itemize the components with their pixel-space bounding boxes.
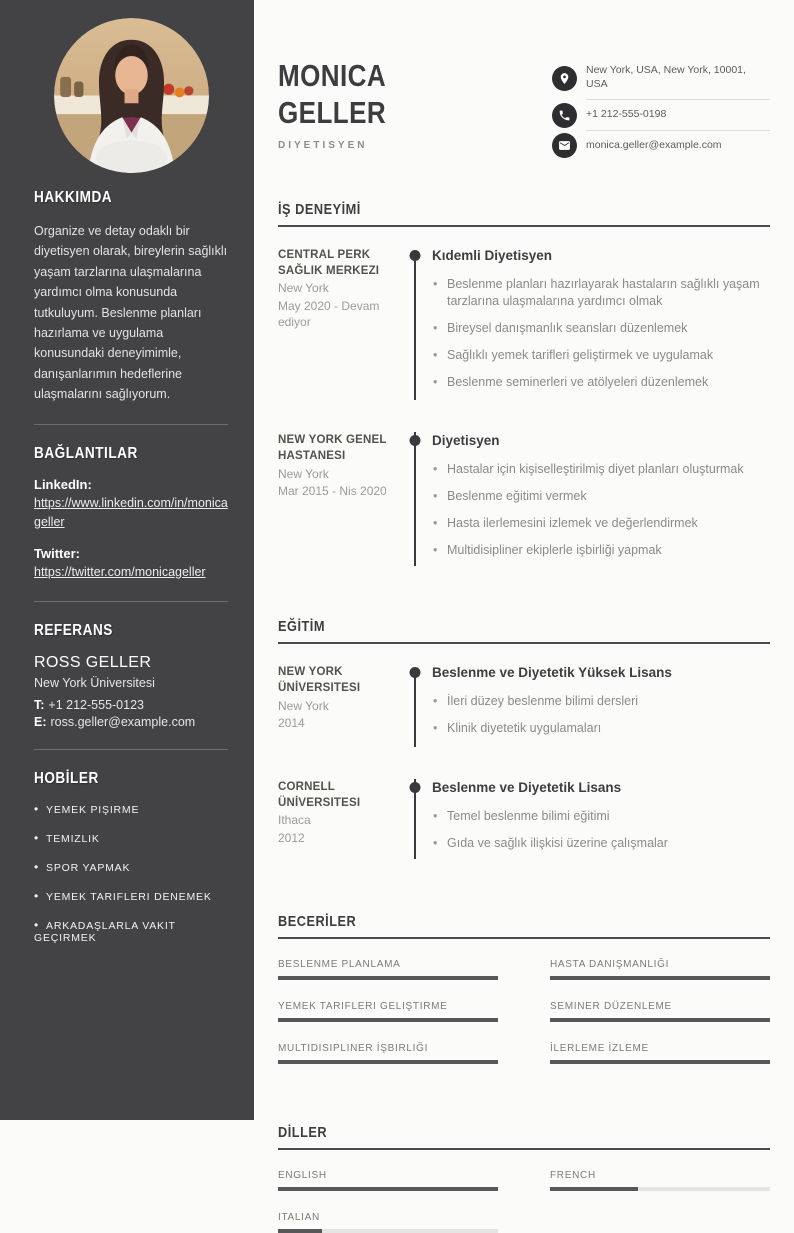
entry-school: NEW YORK ÜNİVERSITESI: [278, 666, 361, 695]
entry-details: [426, 779, 770, 862]
entry-location: New York: [278, 698, 329, 713]
skill-bar-fill: [278, 976, 498, 980]
skill-label: SEMINER DÜZENLEME: [550, 1001, 672, 1013]
language-bar-track: [278, 1229, 498, 1233]
hobby-item: • YEMEK TARIFLERI DENEMEK: [34, 889, 228, 903]
entry-details: [426, 432, 770, 568]
experience-heading: [278, 201, 770, 227]
education-heading-text: EĞİTİM: [278, 618, 325, 636]
language-item: [278, 1170, 498, 1191]
entry-bullets: [432, 276, 770, 392]
entry-details: [426, 664, 770, 747]
skill-label: BESLENME PLANLAMA: [278, 959, 401, 971]
languages-grid: [278, 1170, 770, 1233]
contact-location: New York, USA, New York, 10001, USA: [586, 56, 770, 100]
entry-bullet: • Bireysel danışmanlık seansları düzenlemek: [432, 320, 770, 338]
reference-email: [34, 715, 228, 729]
skill-bar-fill: [278, 1018, 498, 1022]
skill-bar-fill: [278, 1060, 498, 1064]
location-pin-icon: [552, 66, 577, 91]
contact-email: monica.geller@example.com: [586, 138, 722, 151]
entry-location: New York: [278, 280, 329, 295]
entry-dates: Mar 2015 - Nis 2020: [278, 484, 387, 499]
page-title: [278, 58, 386, 131]
skill-bar-track: [550, 1060, 770, 1064]
language-item: [550, 1170, 770, 1191]
job-role: DIYETISYEN: [278, 140, 368, 152]
email-icon: [552, 133, 577, 158]
skills-section: [278, 913, 770, 1064]
entry-dates: May 2020 - Devam ediyor: [278, 298, 380, 330]
entry-school: CORNELL ÜNİVERSITESI: [278, 780, 361, 809]
reference-phone: [34, 698, 228, 712]
entry-company: NEW YORK GENEL HASTANESI: [278, 434, 387, 463]
language-item: [278, 1212, 498, 1233]
reference-heading: REFERANS: [34, 621, 113, 639]
link-url[interactable]: https://twitter.com/monicageller: [34, 564, 206, 579]
contact-phone: +1 212-555-0198: [586, 100, 770, 131]
about-section: [34, 189, 228, 404]
language-label: FRENCH: [550, 1170, 596, 1182]
reference-email-value: ross.geller@example.com: [50, 714, 196, 729]
hobbies-section: [34, 770, 228, 944]
education-entry: [278, 779, 770, 866]
sidebar-divider: [34, 601, 228, 602]
contact-block: [552, 56, 770, 161]
experience-heading-text: İŞ DENEYİMİ: [278, 200, 361, 218]
links-list: [34, 477, 228, 580]
link-label: LinkedIn:: [34, 477, 92, 493]
contact-email-row: [552, 131, 770, 161]
entry-dates: 2014: [278, 716, 305, 731]
entry-bullets: [432, 461, 770, 559]
reference-phone-label: T:: [34, 697, 45, 712]
sidebar-divider: [34, 749, 228, 750]
entry-bullet: • Sağlıklı yemek tarifleri geliştirmek ve uygulamak: [432, 347, 770, 365]
languages-section: [278, 1124, 770, 1233]
entry-location: New York: [278, 466, 329, 481]
reference-section: [34, 622, 228, 729]
entry-meta: [278, 779, 404, 862]
skills-heading-text: BECERİLER: [278, 913, 357, 931]
entry-bullets: [432, 693, 770, 738]
language-bar-track: [550, 1187, 770, 1191]
entry-bullet: • Temel beslenme bilimi eğitimi: [432, 808, 770, 826]
phone-icon: [552, 103, 577, 128]
skill-item: [550, 959, 770, 980]
language-bar-fill: [550, 1187, 638, 1191]
skill-bar-track: [278, 1018, 498, 1022]
skill-label: MULTIDISIPLINER İŞBIRLIĞI: [278, 1043, 429, 1055]
education-entry: [278, 664, 770, 779]
language-bar-track: [278, 1187, 498, 1191]
entry-dates: 2012: [278, 830, 305, 845]
about-text: Organize ve detay odaklı bir diyetisyen olarak, bireylerin sağlıklı yaşam tarzlarına ulaşmalarına yardımcı olma konusunda tutkuluyum. Beslenme planları hazırlama ve uygulama konusundaki deneyimimle, danışanlarımın hedeflerine ulaşmalarını sağlıyorum.: [34, 224, 228, 401]
timeline-marker: [404, 779, 426, 862]
education-section: [278, 618, 770, 865]
sidebar: [0, 0, 254, 1120]
hobbies-heading: HOBİLER: [34, 769, 99, 787]
skill-item: [550, 1001, 770, 1022]
contact-phone-row: [552, 100, 770, 131]
link-label: Twitter:: [34, 545, 80, 561]
skill-item: [278, 959, 498, 980]
timeline-marker: [404, 432, 426, 568]
skill-bar-track: [550, 976, 770, 980]
education-entries: [278, 664, 770, 865]
entry-bullet: • Beslenme seminerleri ve atölyeleri düzenlemek: [432, 374, 770, 392]
links-heading: BAĞLANTILAR: [34, 445, 138, 463]
entry-location: Ithaca: [278, 813, 311, 827]
name-block: [278, 56, 407, 151]
skill-label: İLERLEME İZLEME: [550, 1043, 649, 1055]
link-item: [34, 546, 228, 581]
skill-item: [278, 1043, 498, 1064]
skill-bar-fill: [550, 1018, 770, 1022]
header: [278, 56, 770, 161]
link-url[interactable]: https://www.linkedin.com/in/monicageller: [34, 496, 228, 529]
skill-bar-fill: [550, 976, 770, 980]
skills-grid: [278, 959, 770, 1064]
about-heading: HAKKIMDA: [34, 189, 113, 206]
entry-bullet: • Hasta ilerlemesini izlemek ve değerlendirmek: [432, 515, 770, 533]
entry-title: Kıdemli Diyetisyen: [432, 247, 553, 263]
entry-title: Diyetisyen: [432, 433, 500, 449]
entry-bullet: • Multidisipliner ekiplerle işbirliği yapmak: [432, 542, 770, 560]
skill-bar-track: [278, 1060, 498, 1064]
skill-bar-track: [550, 1018, 770, 1022]
profile-photo-illustration: [54, 18, 209, 173]
skill-bar-fill: [550, 1060, 770, 1064]
entry-bullets: [432, 808, 770, 853]
language-label: ITALIAN: [278, 1212, 320, 1224]
reference-name: ROSS GELLER: [34, 653, 152, 671]
skill-label: YEMEK TARIFLERI GELIŞTIRME: [278, 1001, 448, 1013]
skill-label: HASTA DANIŞMANLIĞI: [550, 959, 670, 971]
entry-bullet: • İleri düzey beslenme bilimi dersleri: [432, 693, 770, 711]
entry-degree: Beslenme ve Diyetetik Yüksek Lisans: [432, 665, 672, 681]
entry-bullet: • Beslenme planları hazırlayarak hastaların sağlıklı yaşam tarzlarına ulaşmalarına yardımcı olmak: [432, 276, 770, 312]
languages-heading: [278, 1124, 770, 1150]
links-section: [34, 445, 228, 580]
reference-email-label: E:: [34, 714, 47, 729]
entry-bullet: • Gıda ve sağlık ilişkisi üzerine çalışmalar: [432, 835, 770, 853]
timeline-marker: [404, 247, 426, 401]
entry-company: CENTRAL PERK SAĞLIK MERKEZI: [278, 248, 380, 277]
hobby-item: • TEMIZLIK: [34, 831, 228, 845]
contact-location-row: [552, 56, 770, 100]
reference-phone-value: +1 212-555-0123: [48, 697, 144, 712]
avatar: [54, 18, 209, 173]
entry-degree: Beslenme ve Diyetetik Lisans: [432, 779, 622, 795]
link-item: [34, 477, 228, 530]
entry-bullet: • Klinik diyetetik uygulamaları: [432, 720, 770, 738]
language-bar-fill: [278, 1187, 498, 1191]
entry-meta: [278, 664, 404, 747]
entry-meta: [278, 247, 404, 401]
hobby-item: • SPOR YAPMAK: [34, 860, 228, 874]
experience-entry: [278, 432, 770, 572]
entry-bullet: • Hastalar için kişiselleştirilmiş diyet planları oluşturmak: [432, 461, 770, 479]
first-name: MONICA: [278, 58, 387, 93]
languages-heading-text: DİLLER: [278, 1124, 328, 1142]
sidebar-divider: [34, 424, 228, 425]
skills-heading: [278, 913, 770, 939]
skill-item: [550, 1043, 770, 1064]
main-content: [254, 0, 794, 1224]
hobby-item: • ARKADAŞLARLA VAKIT GEÇIRMEK: [34, 918, 228, 944]
hobbies-list: [34, 802, 228, 944]
experience-section: [278, 201, 770, 573]
entry-details: [426, 247, 770, 401]
reference-organization: New York Üniversitesi: [34, 675, 155, 690]
entry-bullet: • Beslenme eğitimi vermek: [432, 488, 770, 506]
last-name: GELLER: [278, 94, 387, 130]
experience-entries: [278, 247, 770, 573]
skill-bar-track: [278, 976, 498, 980]
education-heading: [278, 618, 770, 644]
experience-entry: [278, 247, 770, 433]
hobby-item: • YEMEK PIŞIRME: [34, 802, 228, 816]
entry-meta: [278, 432, 404, 568]
timeline-marker: [404, 664, 426, 747]
language-label: ENGLISH: [278, 1170, 327, 1182]
language-bar-fill: [278, 1229, 322, 1233]
skill-item: [278, 1001, 498, 1022]
